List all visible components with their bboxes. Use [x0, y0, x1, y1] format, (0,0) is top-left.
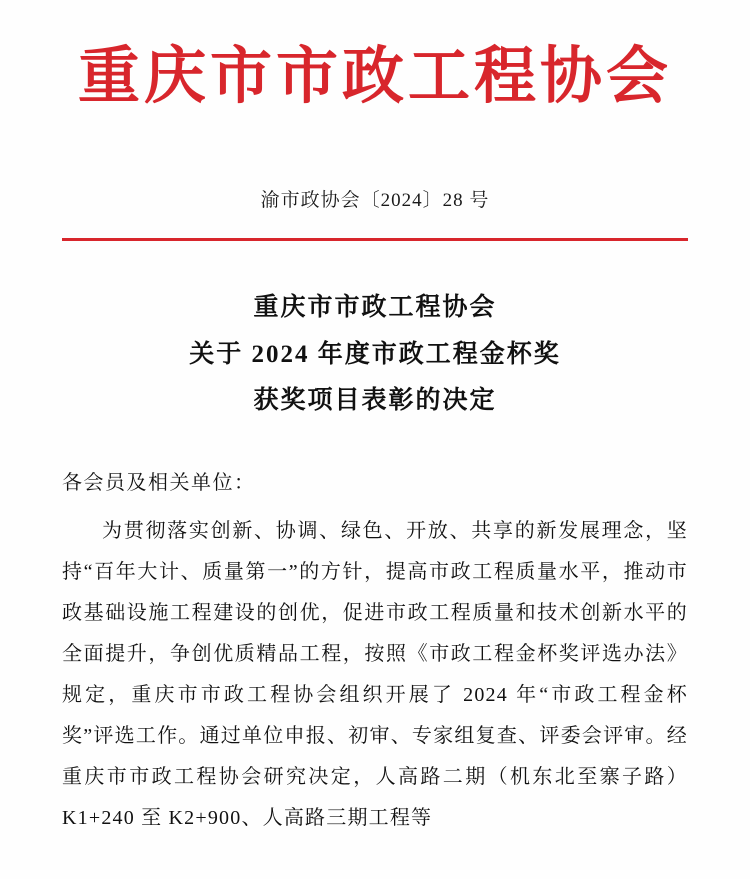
salutation: 各会员及相关单位： — [62, 472, 256, 495]
document-title — [62, 241, 688, 424]
body-paragraph: 为贯彻落实创新、协调、绿色、开放、共享的新发展理念，坚持“百年大计、质量第一”的方针，提高市政工程质量水平，推动市政基础设施工程建设的创优，促进市政工程质量和技术创新水平的全面提升，争创优质精品工程，按照《市政工程金杯奖评选办法》规定，重庆市市政工程协会组织开展了 2024 年“市政工程金杯奖”评选工作。通过单位申报、初审、专家组复查、评委会评审。经重庆市市政工程协会研究决定，人高路二期（机东北至寨子路）K1+240 至 K2+900、人高路三期工程等 — [62, 520, 688, 830]
document-title-line-2: 关于 2024 年度市政工程金杯奖 — [189, 340, 561, 368]
organization-title: 重庆市市政工程协会 — [77, 43, 672, 111]
document-number: 渝市政协会〔2024〕28 号 — [260, 190, 490, 212]
document-title-line-3: 获奖项目表彰的决定 — [253, 386, 497, 414]
document-title-line-1: 重庆市市政工程协会 — [253, 294, 497, 322]
